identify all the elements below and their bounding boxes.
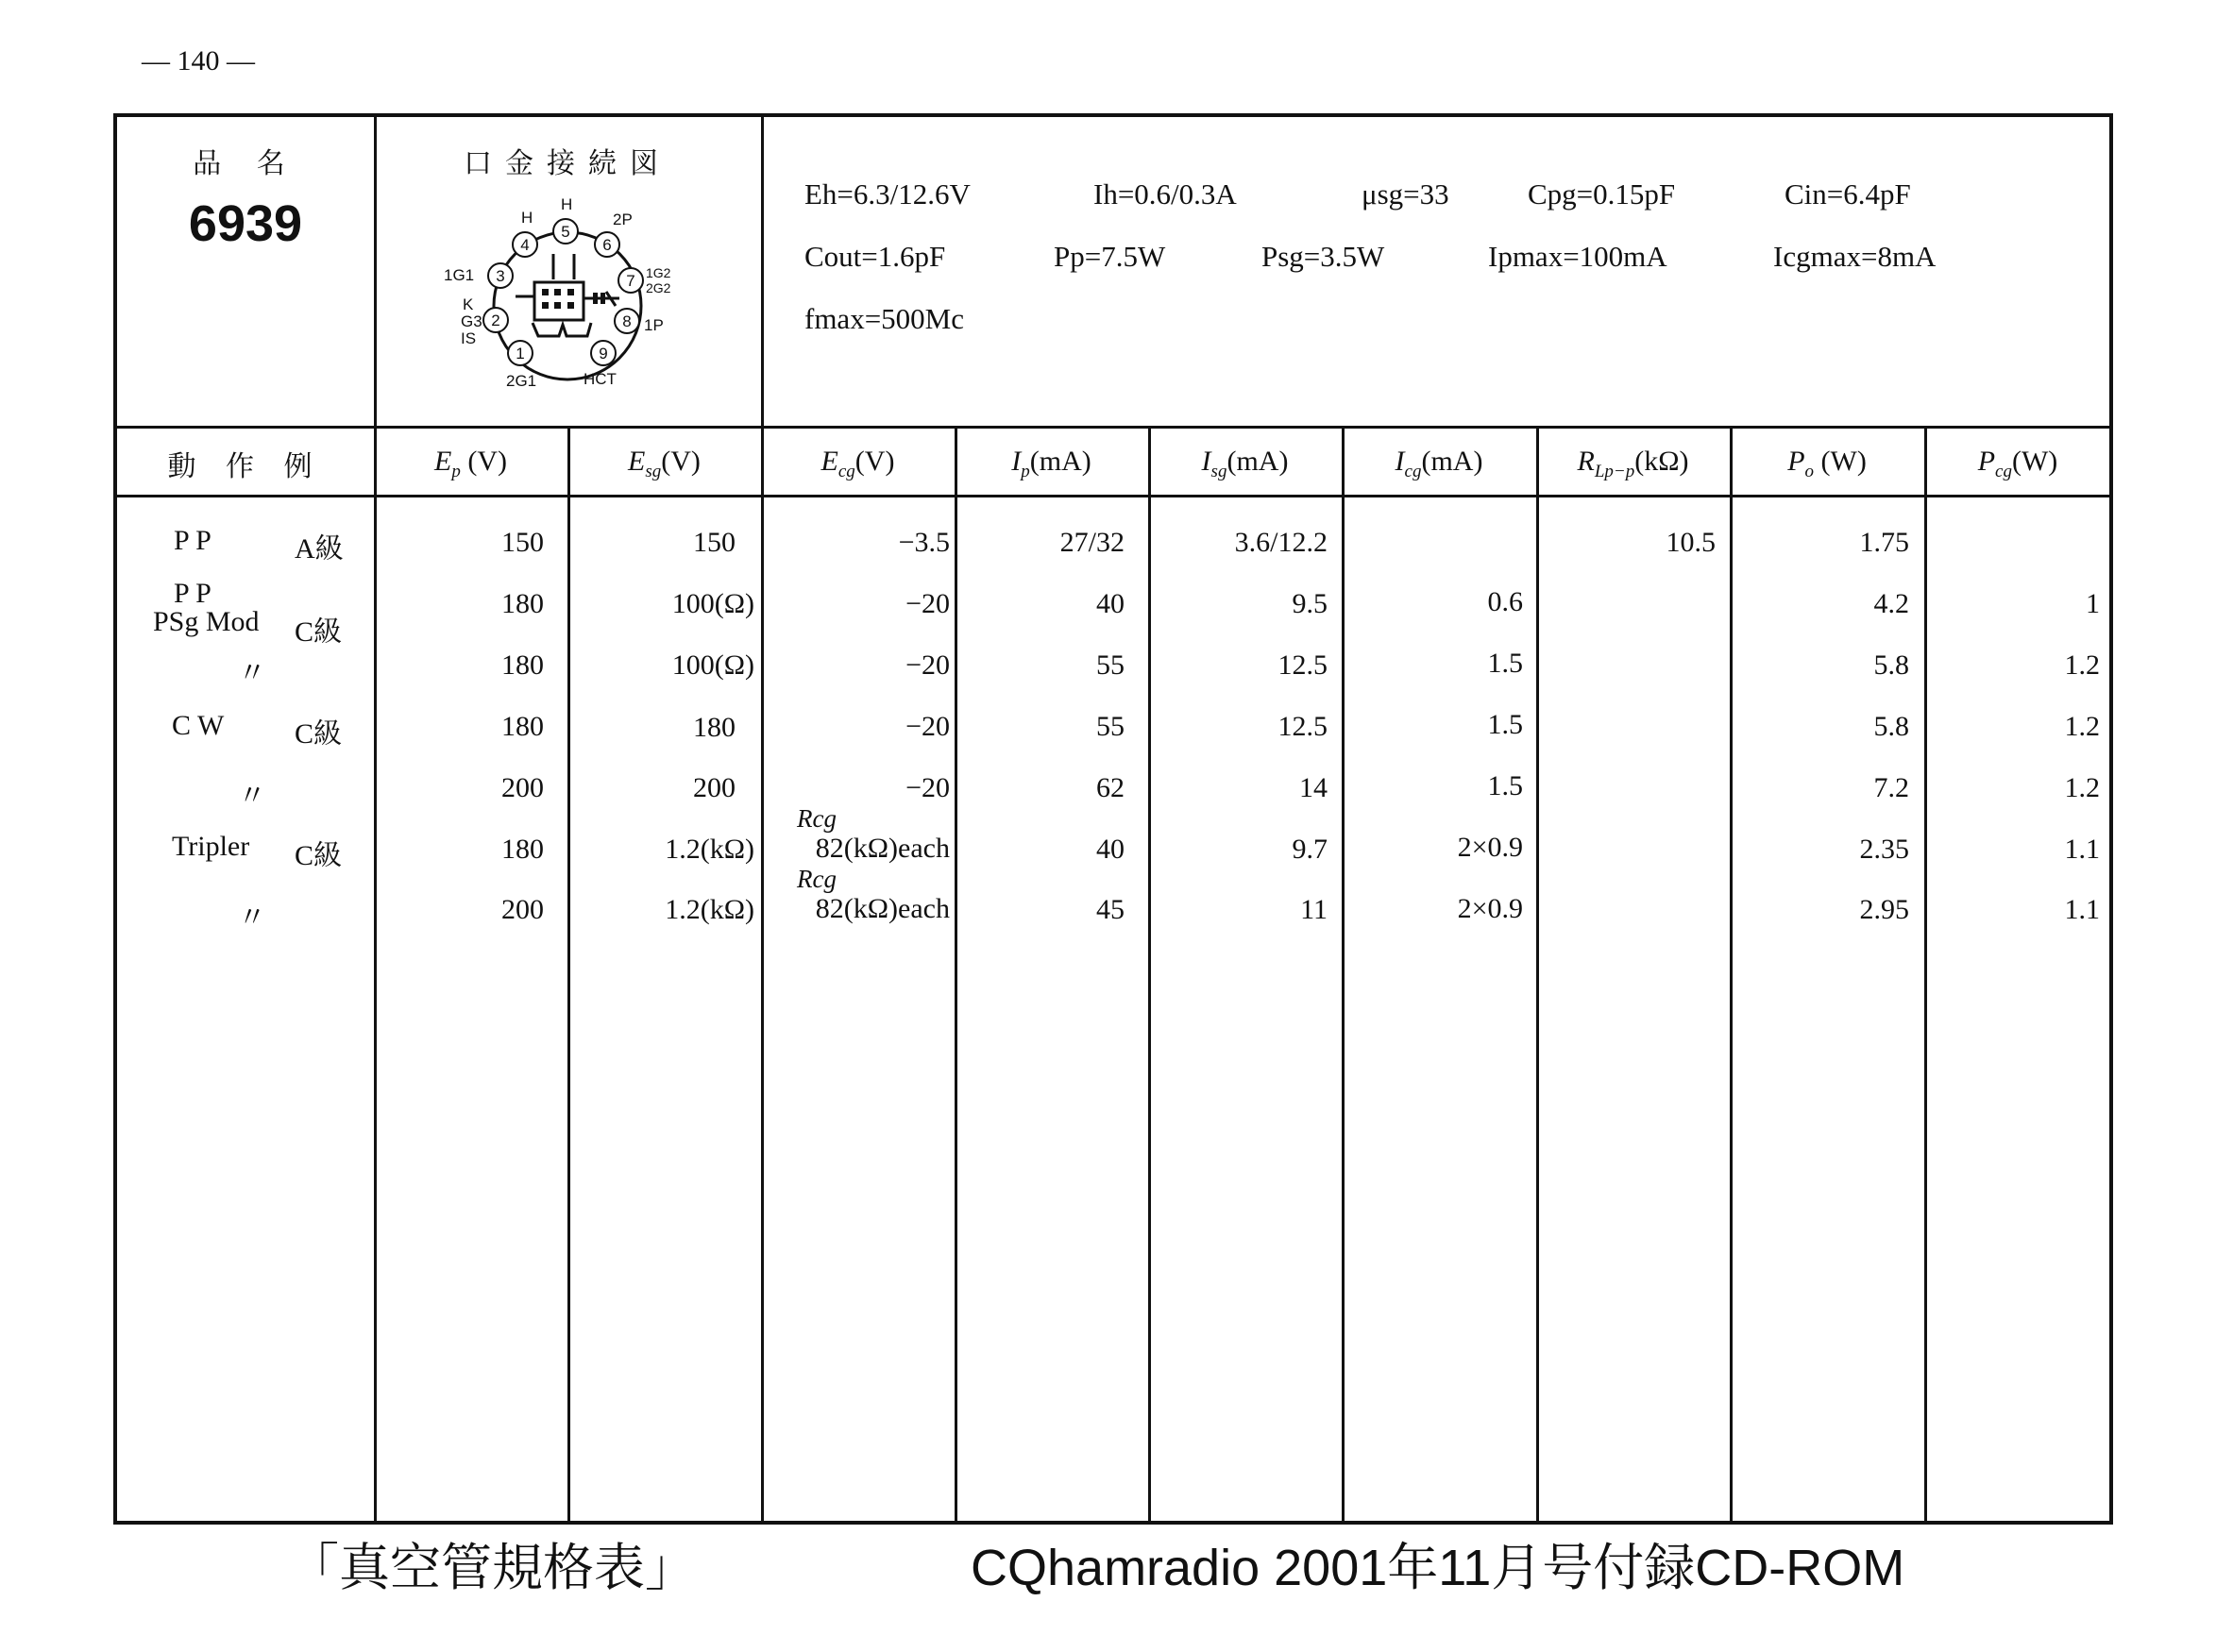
- pin-label-g3: G3: [461, 312, 482, 330]
- col-header-ecg: $E_{cg}(V)$: [820, 446, 895, 481]
- spec-icgmax: Icgmax=8mA: [1773, 240, 1937, 273]
- row6-ecg: 82(kΩ)each: [815, 833, 950, 864]
- col-header-icg: $I_{cg}(mA)$: [1395, 446, 1483, 481]
- col-header-isg: $I_{sg}(mA)$: [1201, 446, 1289, 481]
- col-divider-7: [1536, 426, 1539, 1523]
- row6-esg: 1.2(kΩ): [665, 834, 754, 865]
- row3-ep: 180: [501, 649, 544, 681]
- row2-isg: 9.5: [1292, 588, 1328, 619]
- row1-po: 1.75: [1859, 527, 1909, 558]
- pin-3-number: 3: [496, 267, 505, 285]
- row7-op: 〃: [238, 902, 266, 934]
- spec-cin: Cin=6.4pF: [1785, 177, 1911, 211]
- pin-label-1p: 1P: [644, 316, 664, 334]
- row5-po: 7.2: [1873, 772, 1909, 803]
- row3-icg: 1.5: [1487, 648, 1523, 679]
- column-header-divider: [117, 495, 2111, 497]
- col-header-operation: 動 作 例: [167, 451, 324, 482]
- col-header-rlpp: $R_{Lp-p}(k\Omega)$: [1577, 446, 1689, 481]
- row5-ep: 200: [501, 772, 544, 803]
- pin-4-number: 4: [520, 236, 530, 254]
- socket-diagram-icon: [421, 193, 723, 424]
- row2-psg-mod: PSg Mod: [153, 606, 260, 637]
- row7-rcg-note: Rcg: [797, 865, 837, 893]
- col-header-ip: $I_p(mA)$: [1011, 446, 1091, 481]
- row4-po: 5.8: [1873, 711, 1909, 742]
- row5-ip: 62: [1096, 772, 1125, 803]
- row4-esg: 180: [693, 712, 736, 743]
- col-divider-1: [374, 117, 377, 1523]
- row2-ip: 40: [1096, 588, 1125, 619]
- row5-icg: 1.5: [1487, 770, 1523, 801]
- row5-esg: 200: [693, 772, 736, 803]
- pin-label-1g2: 1G2: [646, 265, 671, 280]
- row2-icg: 0.6: [1487, 586, 1523, 617]
- row4-isg: 12.5: [1277, 711, 1328, 742]
- row5-isg: 14: [1299, 772, 1328, 803]
- col-divider-socket: [761, 117, 764, 1523]
- row2-po: 4.2: [1873, 588, 1909, 619]
- model-number: 6939: [188, 195, 303, 252]
- row6-class: C級: [295, 840, 343, 871]
- row7-po: 2.95: [1859, 894, 1909, 925]
- pin-6-number: 6: [602, 236, 612, 254]
- row4-pcg: 1.2: [2064, 711, 2100, 742]
- row7-isg: 11: [1300, 894, 1328, 925]
- row1-op: P P: [174, 525, 211, 556]
- row2-esg: 100(Ω): [671, 588, 754, 619]
- col-header-pcg: $P_{cg}(W)$: [1977, 446, 2058, 481]
- row1-ep: 150: [501, 527, 544, 558]
- pin-label-k: K: [463, 295, 474, 313]
- row5-pcg: 1.2: [2064, 772, 2100, 803]
- row3-ecg: −20: [905, 649, 950, 681]
- pin-label-hct: HCT: [584, 370, 617, 388]
- row2-ep: 180: [501, 588, 544, 619]
- row4-ip: 55: [1096, 711, 1125, 742]
- spec-fmax: fmax=500Mc: [804, 302, 965, 335]
- col-header-esg: $E_{sg}(V)$: [628, 446, 701, 481]
- row1-rlpp: 10.5: [1666, 527, 1716, 558]
- pin-7-number: 7: [626, 272, 635, 290]
- row7-pcg: 1.1: [2064, 894, 2100, 925]
- row7-esg: 1.2(kΩ): [665, 894, 754, 925]
- spec-sheet: [113, 113, 2113, 1525]
- row4-ecg: −20: [905, 711, 950, 742]
- header-divider: [117, 426, 2111, 429]
- row1-isg: 3.6/12.2: [1234, 527, 1328, 558]
- row3-esg: 100(Ω): [671, 649, 754, 681]
- row4-op: C W: [172, 710, 225, 741]
- pin-label-h1: H: [521, 209, 533, 227]
- pin-9-number: 9: [599, 345, 608, 362]
- pin-label-1g1: 1G1: [444, 266, 475, 284]
- spec-musg: μsg=33: [1362, 177, 1449, 211]
- spec-ipmax: Ipmax=100mA: [1488, 240, 1667, 273]
- row3-ip: 55: [1096, 649, 1125, 681]
- row3-pcg: 1.2: [2064, 649, 2100, 681]
- pin-2-number: 2: [491, 312, 500, 329]
- col-header-po: $P_o$ (W): [1787, 446, 1867, 481]
- row7-ip: 45: [1096, 894, 1125, 925]
- row6-icg: 2×0.9: [1457, 832, 1523, 863]
- spec-pp: Pp=7.5W: [1054, 240, 1166, 273]
- model-label: 品 名: [193, 147, 298, 180]
- pin-1-number: 1: [516, 345, 525, 362]
- row4-icg: 1.5: [1487, 709, 1523, 740]
- spec-psg: Psg=3.5W: [1261, 240, 1385, 273]
- row6-rcg-note: Rcg: [797, 804, 837, 833]
- footer-source: CQhamradio 2001年11月号付録CD-ROM: [971, 1540, 1905, 1596]
- row6-isg: 9.7: [1292, 834, 1328, 865]
- pin-5-number: 5: [561, 223, 570, 241]
- spec-eh: Eh=6.3/12.6V: [804, 177, 971, 211]
- row7-ep: 200: [501, 894, 544, 925]
- row6-ep: 180: [501, 834, 544, 865]
- row1-class: A級: [295, 533, 344, 565]
- row2-ecg: −20: [905, 588, 950, 619]
- row3-isg: 12.5: [1277, 649, 1328, 681]
- row7-ecg: 82(kΩ)each: [815, 893, 950, 924]
- row5-ecg: −20: [905, 772, 950, 803]
- spec-cpg: Cpg=0.15pF: [1528, 177, 1676, 211]
- row4-class: C級: [295, 718, 343, 750]
- pin-label-h2: H: [561, 195, 573, 213]
- row6-pcg: 1.1: [2064, 834, 2100, 865]
- row1-esg: 150: [693, 527, 736, 558]
- row6-ip: 40: [1096, 834, 1125, 865]
- row2-pcg: 1: [2086, 588, 2100, 619]
- pin-label-is: IS: [461, 329, 477, 347]
- row2-class: C級: [295, 616, 343, 648]
- page-number: — 140 —: [142, 45, 255, 76]
- col-header-ep: $E_p$ (V): [434, 446, 507, 481]
- spec-ih: Ih=0.6/0.3A: [1093, 177, 1237, 211]
- row3-op: 〃: [238, 658, 266, 689]
- row7-icg: 2×0.9: [1457, 893, 1523, 924]
- spec-cout: Cout=1.6pF: [804, 240, 946, 273]
- pin-label-2g2: 2G2: [646, 280, 671, 295]
- pin-label-2g1: 2G1: [506, 372, 537, 390]
- row1-ecg: −3.5: [898, 527, 950, 558]
- row4-ep: 180: [501, 711, 544, 742]
- pin-8-number: 8: [622, 312, 632, 330]
- row5-op: 〃: [238, 781, 266, 812]
- row1-ip: 27/32: [1059, 527, 1125, 558]
- pin-label-2p: 2P: [613, 211, 633, 228]
- socket-label: 口金接続図: [464, 147, 671, 180]
- row3-po: 5.8: [1873, 649, 1909, 681]
- row2-op: P P: [174, 578, 211, 609]
- row6-po: 2.35: [1859, 834, 1909, 865]
- footer-title: 「真空管規格表」: [288, 1540, 696, 1596]
- row6-op: Tripler: [172, 831, 250, 862]
